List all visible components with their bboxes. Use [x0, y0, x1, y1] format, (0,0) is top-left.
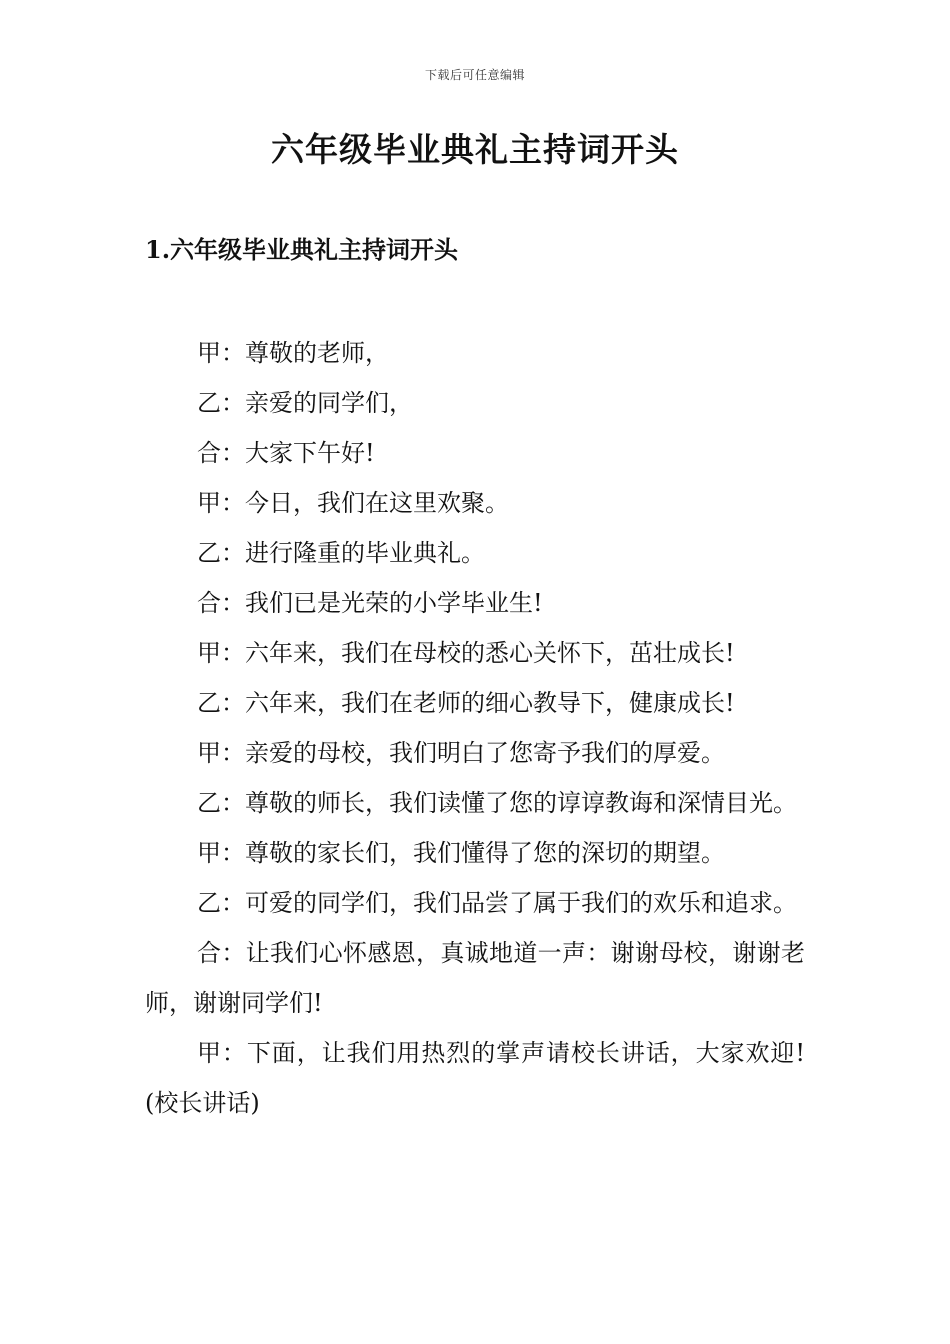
- paragraph: 乙：六年来，我们在老师的细心教导下，健康成长!: [197, 689, 735, 717]
- paragraph: 合：让我们心怀感恩，真诚地道一声：谢谢母校，谢谢老师，谢谢同学们!: [145, 939, 805, 1017]
- paragraph: 甲：下面，让我们用热烈的掌声请校长讲话，大家欢迎!(校长讲话): [145, 1039, 805, 1117]
- paragraph: 合：大家下午好!: [197, 439, 375, 467]
- paragraph: 乙：可爱的同学们，我们品尝了属于我们的欢乐和追求。: [197, 889, 797, 917]
- document-body: [145, 328, 805, 1128]
- paragraph: 乙：尊敬的师长，我们读懂了您的谆谆教诲和深情目光。: [197, 789, 797, 817]
- header-note: 下载后可任意编辑: [424, 68, 525, 82]
- document-title: 六年级毕业典礼主持词开头: [271, 130, 679, 169]
- section-heading: 1.六年级毕业典礼主持词开头: [145, 235, 459, 264]
- paragraph: 合：我们已是光荣的小学毕业生!: [197, 589, 543, 617]
- paragraph: 乙：亲爱的同学们，: [197, 389, 413, 417]
- paragraph: 甲：亲爱的母校，我们明白了您寄予我们的厚爱。: [197, 739, 725, 767]
- paragraph: 甲：六年来，我们在母校的悉心关怀下，茁壮成长!: [197, 639, 735, 667]
- paragraph: 甲：尊敬的老师，: [197, 339, 389, 367]
- paragraph: 甲：今日，我们在这里欢聚。: [197, 489, 509, 517]
- paragraph: 甲：尊敬的家长们，我们懂得了您的深切的期望。: [197, 839, 725, 867]
- paragraph: 乙：进行隆重的毕业典礼。: [197, 539, 485, 567]
